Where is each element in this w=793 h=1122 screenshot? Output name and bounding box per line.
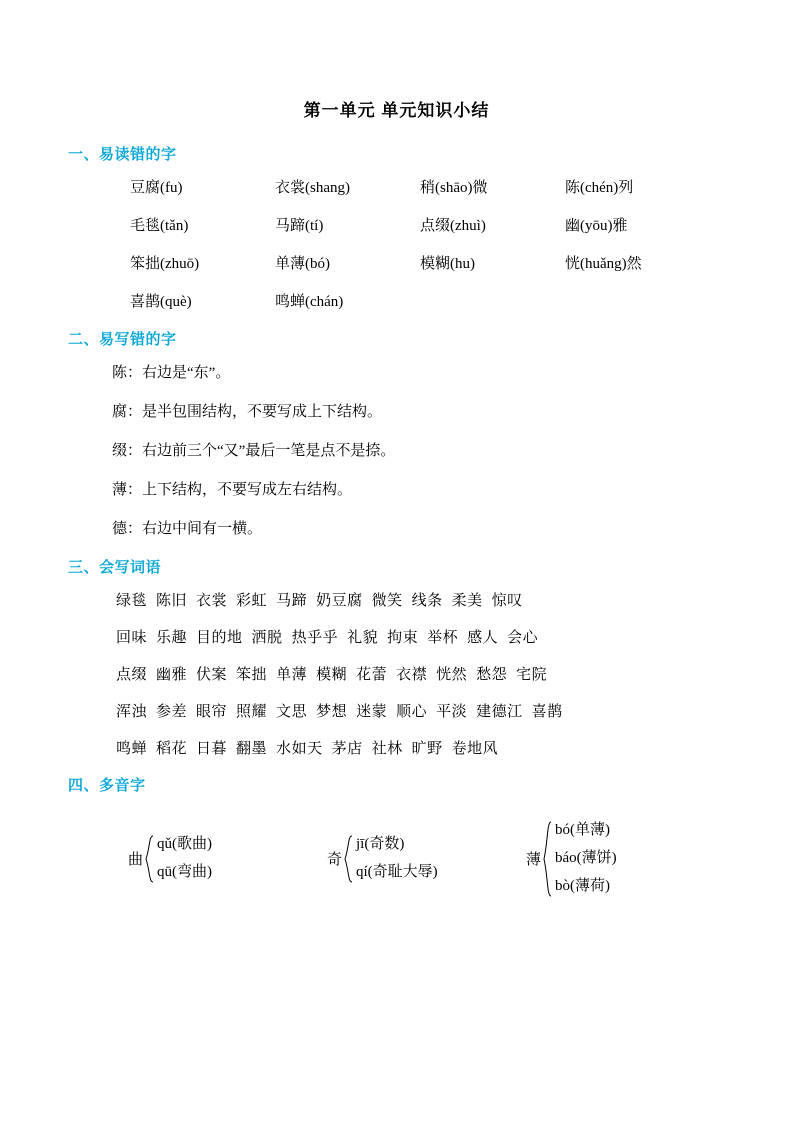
word: 社林 bbox=[371, 741, 403, 757]
word: 线条 bbox=[411, 593, 443, 609]
words-row bbox=[68, 737, 725, 758]
brace-icon bbox=[543, 817, 553, 900]
polyphone-group bbox=[128, 817, 327, 900]
section-heading-easy-miswrite: 二、易写错的字 bbox=[68, 331, 177, 348]
word: 柔美 bbox=[451, 593, 483, 609]
word: 喜鹊 bbox=[531, 704, 563, 720]
word: 伏案 bbox=[196, 667, 228, 683]
polyphone-items bbox=[157, 831, 212, 887]
words-row bbox=[68, 663, 725, 684]
page-title: 第一单元 单元知识小结 bbox=[303, 101, 490, 120]
word: 模糊 bbox=[316, 667, 348, 683]
polyphone-items bbox=[356, 831, 438, 887]
word: 微笑 bbox=[371, 593, 403, 609]
polyphone-item: bò(薄荷) bbox=[555, 877, 611, 894]
word: 花蕾 bbox=[356, 667, 388, 683]
word: 茅店 bbox=[331, 741, 363, 757]
brace-icon bbox=[344, 817, 354, 900]
word: 目的地 bbox=[196, 630, 243, 646]
word: 衣襟 bbox=[396, 667, 428, 683]
word: 宅院 bbox=[516, 667, 548, 683]
word: 会心 bbox=[507, 630, 539, 646]
word: 眼帘 bbox=[196, 704, 228, 720]
misread-item: 点缀(zhuì) bbox=[420, 218, 486, 234]
word: 热乎乎 bbox=[291, 630, 339, 646]
misread-row bbox=[68, 176, 725, 197]
word: 衣裳 bbox=[196, 593, 228, 609]
word: 彩虹 bbox=[236, 593, 268, 609]
polyphone-char: 薄 bbox=[526, 852, 542, 869]
polyphone-group bbox=[526, 817, 725, 900]
misread-item: 恍(huǎng)然 bbox=[565, 256, 642, 272]
word: 惊叹 bbox=[491, 593, 523, 609]
word: 单薄 bbox=[276, 667, 308, 683]
polyphone-item: qǔ(歌曲) bbox=[157, 835, 213, 852]
section-writable-words bbox=[68, 556, 725, 758]
misread-item: 喜鹊(què) bbox=[130, 294, 192, 310]
word: 乐趣 bbox=[156, 630, 188, 646]
words-row bbox=[68, 626, 725, 647]
word: 照耀 bbox=[236, 704, 268, 720]
misread-item: 笨拙(zhuō) bbox=[130, 256, 200, 272]
word: 迷蒙 bbox=[356, 704, 388, 720]
misread-item: 衣裳(shang) bbox=[275, 180, 350, 196]
word: 梦想 bbox=[316, 704, 348, 720]
words-row bbox=[68, 589, 725, 610]
miswrite-note: 薄：上下结构，不要写成左右结构。 bbox=[112, 482, 353, 498]
section-polyphones bbox=[68, 774, 725, 900]
word: 日暮 bbox=[196, 741, 228, 757]
misread-item: 毛毯(tǎn) bbox=[130, 218, 189, 234]
word: 顺心 bbox=[396, 704, 428, 720]
misread-item: 鸣蝉(chán) bbox=[275, 294, 344, 310]
section-heading-writable-words: 三、会写词语 bbox=[68, 559, 162, 576]
section-easy-miswrite bbox=[68, 328, 725, 538]
word: 建德江 bbox=[476, 704, 523, 720]
polyphone-item: qū(弯曲) bbox=[157, 863, 213, 880]
word: 水如天 bbox=[276, 741, 323, 757]
polyphone-item: qí(奇耻大辱) bbox=[356, 863, 438, 880]
word: 幽雅 bbox=[156, 667, 188, 683]
word: 愁怨 bbox=[476, 667, 508, 683]
word: 绿毯 bbox=[116, 593, 148, 609]
word: 礼貌 bbox=[347, 630, 379, 646]
word: 拘束 bbox=[387, 630, 419, 646]
word: 文思 bbox=[276, 704, 308, 720]
word: 举杯 bbox=[427, 630, 459, 646]
word: 稻花 bbox=[156, 741, 188, 757]
word: 翻墨 bbox=[236, 741, 268, 757]
misread-item: 幽(yōu)雅 bbox=[565, 218, 628, 234]
polyphone-group bbox=[327, 817, 526, 900]
misread-item: 陈(chén)列 bbox=[565, 180, 634, 196]
misread-row bbox=[68, 290, 725, 311]
word: 感人 bbox=[467, 630, 499, 646]
polyphone-groups bbox=[68, 817, 725, 900]
brace-icon bbox=[145, 817, 155, 900]
polyphone-item: jī(奇数) bbox=[356, 835, 405, 852]
word: 点缀 bbox=[116, 667, 148, 683]
polyphone-items bbox=[555, 817, 617, 900]
miswrite-note: 陈：右边是“东”。 bbox=[112, 365, 231, 381]
word: 鸣蝉 bbox=[116, 741, 148, 757]
word: 奶豆腐 bbox=[316, 593, 363, 609]
misread-row bbox=[68, 252, 725, 273]
misread-item: 单薄(bó) bbox=[275, 256, 330, 272]
misread-item: 稍(shāo)微 bbox=[420, 180, 488, 196]
polyphone-char: 奇 bbox=[327, 852, 343, 869]
word: 浑浊 bbox=[116, 704, 148, 720]
word: 洒脱 bbox=[251, 630, 283, 646]
misread-item: 豆腐(fu) bbox=[130, 180, 183, 196]
polyphone-item: báo(薄饼) bbox=[555, 849, 617, 866]
word: 马蹄 bbox=[276, 593, 308, 609]
misread-item: 马蹄(tí) bbox=[275, 218, 324, 234]
word: 恍然 bbox=[436, 667, 468, 683]
polyphone-char: 曲 bbox=[128, 852, 144, 869]
miswrite-note: 腐：是半包围结构，不要写成上下结构。 bbox=[112, 404, 383, 420]
misread-item: 模糊(hu) bbox=[420, 256, 475, 272]
section-heading-polyphones: 四、多音字 bbox=[68, 777, 146, 794]
polyphone-item: bó(单薄) bbox=[555, 822, 611, 838]
word: 旷野 bbox=[411, 741, 443, 757]
section-heading-easy-misread: 一、易读错的字 bbox=[68, 146, 177, 163]
word: 笨拙 bbox=[236, 667, 268, 683]
miswrite-note: 缀：右边前三个“又”最后一笔是点不是捺。 bbox=[112, 443, 396, 459]
misread-row bbox=[68, 214, 725, 235]
word: 卷地风 bbox=[451, 741, 499, 757]
section-easy-misread bbox=[68, 143, 725, 311]
miswrite-note: 德：右边中间有一横。 bbox=[112, 521, 263, 537]
word: 平淡 bbox=[436, 704, 468, 720]
word: 参差 bbox=[156, 704, 188, 720]
word: 回味 bbox=[116, 630, 148, 646]
words-row bbox=[68, 700, 725, 721]
word: 陈旧 bbox=[156, 593, 188, 609]
